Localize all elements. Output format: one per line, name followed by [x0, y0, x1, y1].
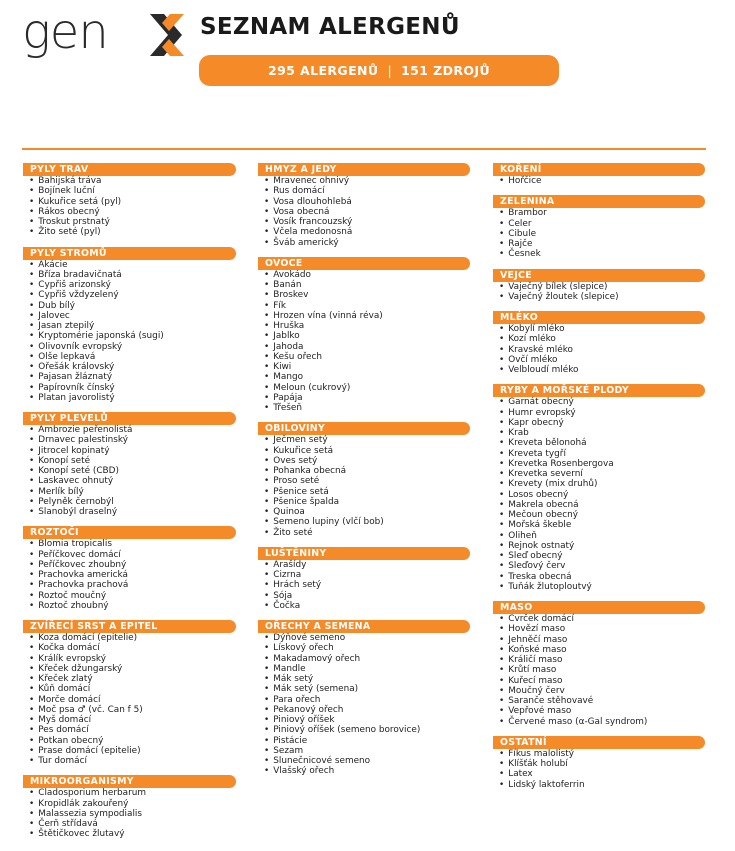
allergen-category	[23, 163, 236, 238]
allergen-item: • Makrela obecná	[499, 500, 705, 510]
allergen-list	[493, 208, 705, 259]
allergen-category	[258, 163, 470, 248]
allergen-item: • Mravenec ohnivý	[264, 176, 470, 186]
allergen-item: • Akácie	[29, 260, 236, 270]
allergen-item: • Kiwi	[264, 362, 470, 372]
logo-wordmark: gen	[22, 4, 108, 60]
column-1	[23, 163, 236, 849]
allergen-item: • Hrozen vína (vinná réva)	[264, 311, 470, 321]
allergen-item: • Sleďový červ	[499, 561, 705, 571]
category-header: PYLY TRAV	[23, 163, 236, 176]
allergen-item: • Žito seté	[264, 528, 470, 538]
allergen-item: • Olše lepkavá	[29, 352, 236, 362]
allergen-category	[258, 257, 470, 414]
allergen-item: • Hrách setý	[264, 580, 470, 590]
category-header: MIKROORGANISMY	[23, 775, 236, 788]
allergen-item: • Oliheň	[499, 531, 705, 541]
allergen-item: • Kapr obecný	[499, 418, 705, 428]
allergen-item: • Dub bílý	[29, 301, 236, 311]
allergen-category	[493, 384, 705, 592]
allergen-category	[493, 195, 705, 259]
allergen-list	[258, 633, 470, 777]
allergen-item: • Proso seté	[264, 476, 470, 486]
allergen-list	[23, 633, 236, 766]
allergen-list	[23, 425, 236, 517]
allergen-item: • Vaječný žloutek (slepice)	[499, 292, 705, 302]
allergen-item: • Ovčí mléko	[499, 355, 705, 365]
allergen-item: • Pekanový ořech	[264, 705, 470, 715]
allergen-item: • Jalovec	[29, 311, 236, 321]
category-header: KOŘENÍ	[493, 163, 705, 176]
allergen-category	[258, 422, 470, 538]
allergen-item: • Cypřiš arizonský	[29, 280, 236, 290]
allergen-item: • Rákos obecný	[29, 207, 236, 217]
allergen-item: • Velbloudí mléko	[499, 365, 705, 375]
category-header: OŘECHY A SEMENA	[258, 620, 470, 633]
allergen-item: • Rejnok ostnatý	[499, 541, 705, 551]
column-2	[258, 163, 470, 786]
category-header: OSTATNÍ	[493, 736, 705, 749]
allergen-item: • Avokádo	[264, 270, 470, 280]
allergen-item: • Brambor	[499, 208, 705, 218]
allergen-item: • Papája	[264, 393, 470, 403]
allergen-item: • Pohanka obecná	[264, 466, 470, 476]
gen-logo	[22, 6, 182, 60]
allergen-item: • Quinoa	[264, 507, 470, 517]
allergen-item: • Kukuřice setá (pyl)	[29, 197, 236, 207]
allergen-item: • Tuňák žlutoploutvý	[499, 582, 705, 592]
allergen-item: • Vaječný bílek (slepice)	[499, 282, 705, 292]
allergen-item: • Treska obecná	[499, 572, 705, 582]
allergen-item: • Platan javorolistý	[29, 393, 236, 403]
allergen-item: • Laskavec ohnutý	[29, 476, 236, 486]
allergen-item: • Celer	[499, 219, 705, 229]
allergen-item: • Humr evropský	[499, 408, 705, 418]
allergen-item: • Myš domácí	[29, 715, 236, 725]
column-3	[493, 163, 705, 799]
allergen-category	[23, 526, 236, 611]
allergen-item: • Včela medonosná	[264, 227, 470, 237]
allergen-item: • Pes domácí	[29, 725, 236, 735]
allergen-item: • Červené maso (α-Gal syndrom)	[499, 717, 705, 727]
allergen-item: • Cibule	[499, 229, 705, 239]
allergen-item: • Drnavec palestinský	[29, 435, 236, 445]
allergen-item: • Kukuřice setá	[264, 446, 470, 456]
allergen-item: • Vepřové maso	[499, 706, 705, 716]
allergen-item: • Kobylí mléko	[499, 324, 705, 334]
allergen-item: • Vlašský ořech	[264, 766, 470, 776]
allergen-item: • Ječmen setý	[264, 435, 470, 445]
page-title: SEZNAM ALERGENŮ	[200, 14, 460, 40]
allergen-category	[493, 736, 705, 790]
allergen-item: • Fíkus malolistý	[499, 749, 705, 759]
allergen-item: • Kreveta tygří	[499, 449, 705, 459]
allergen-item: • Krevetka Rosenbergova	[499, 459, 705, 469]
allergen-item: • Blomia tropicalis	[29, 539, 236, 549]
allergen-item: • Bříza bradavičnatá	[29, 270, 236, 280]
allergen-item: • Koňské maso	[499, 645, 705, 655]
allergen-item: • Kryptomérie japonská (sugi)	[29, 331, 236, 341]
category-header: RYBY A MOŘSKÉ PLODY	[493, 384, 705, 397]
allergen-category	[23, 620, 236, 766]
allergen-item: • Kreveta bělonohá	[499, 438, 705, 448]
allergen-list	[23, 539, 236, 611]
allergen-item: • Mandle	[264, 664, 470, 674]
allergen-item: • Tur domácí	[29, 756, 236, 766]
allergen-item: • Kravské mléko	[499, 345, 705, 355]
allergen-list	[23, 176, 236, 238]
allergen-category	[258, 547, 470, 611]
allergen-item: • Para ořech	[264, 695, 470, 705]
allergen-item: • Krab	[499, 428, 705, 438]
allergen-list	[493, 282, 705, 303]
allergen-item: • Dýňové semeno	[264, 633, 470, 643]
allergen-list	[493, 614, 705, 727]
allergen-item: • Kozí mléko	[499, 334, 705, 344]
allergen-item: • Jablko	[264, 331, 470, 341]
allergen-item: • Kuřecí maso	[499, 676, 705, 686]
allergen-category	[258, 620, 470, 777]
allergen-list	[493, 749, 705, 790]
allergen-item: • Rajče	[499, 239, 705, 249]
stats-separator: |	[387, 63, 393, 78]
allergen-item: • Oves setý	[264, 456, 470, 466]
allergen-item: • Rus domácí	[264, 186, 470, 196]
allergen-item: • Pšenice setá	[264, 487, 470, 497]
allergen-item: • Makadamový ořech	[264, 654, 470, 664]
category-header: ZELENINA	[493, 195, 705, 208]
allergen-item: • Ambrozie peřenolistá	[29, 425, 236, 435]
allergen-item: • Čerň střídavá	[29, 819, 236, 829]
allergen-item: • Moučný červ	[499, 686, 705, 696]
allergen-list	[258, 435, 470, 538]
allergen-item: • Česnek	[499, 249, 705, 259]
allergen-item: • Lidský laktoferrin	[499, 780, 705, 790]
allergen-item: • Piniový oříšek	[264, 715, 470, 725]
allergen-item: • Sezam	[264, 746, 470, 756]
allergen-item: • Jitrocel kopinatý	[29, 446, 236, 456]
allergen-item: • Koza domácí (epitelie)	[29, 633, 236, 643]
allergen-list	[258, 176, 470, 248]
allergen-category	[23, 412, 236, 517]
allergen-list	[493, 324, 705, 375]
allergen-list	[258, 560, 470, 611]
allergen-list	[23, 788, 236, 839]
allergen-item: • Cizrna	[264, 570, 470, 580]
allergen-item: • Peříčkovec domácí	[29, 550, 236, 560]
allergen-item: • Bahijská tráva	[29, 176, 236, 186]
allergen-item: • Krevety (mix druhů)	[499, 479, 705, 489]
allergen-item: • Meloun (cukrový)	[264, 383, 470, 393]
allergen-item: • Peříčkovec zhoubný	[29, 560, 236, 570]
allergen-item: • Jahoda	[264, 342, 470, 352]
source-count: 151 ZDROJŮ	[401, 63, 491, 78]
allergen-item: • Bojínek luční	[29, 186, 236, 196]
allergen-item: • Fík	[264, 301, 470, 311]
allergen-item: • Křeček zlatý	[29, 674, 236, 684]
allergen-item: • Čočka	[264, 601, 470, 611]
logo-x-icon	[142, 10, 192, 60]
allergen-item: • Roztoč zhoubný	[29, 601, 236, 611]
allergen-item: • Hovězí maso	[499, 624, 705, 634]
category-header: ROZTOČI	[23, 526, 236, 539]
allergen-list	[23, 260, 236, 404]
allergen-category	[23, 247, 236, 404]
allergen-list	[258, 270, 470, 414]
allergen-item: • Cladosporium herbarum	[29, 788, 236, 798]
allergen-item: • Broskev	[264, 290, 470, 300]
stats-banner	[199, 55, 559, 86]
allergen-item: • Lískový ořech	[264, 643, 470, 653]
allergen-item: • Vosík francouzský	[264, 217, 470, 227]
allergen-item: • Křeček džungarský	[29, 664, 236, 674]
allergen-item: • Prachovka prachová	[29, 580, 236, 590]
allergen-category	[23, 775, 236, 839]
allergen-item: • Žito seté (pyl)	[29, 227, 236, 237]
allergen-item: • Mořská škeble	[499, 520, 705, 530]
allergen-item: • Jehněčí maso	[499, 635, 705, 645]
allergen-item: • Mák setý (semena)	[264, 684, 470, 694]
allergen-item: • Krůtí maso	[499, 665, 705, 675]
allergen-item: • Konopí seté (CBD)	[29, 466, 236, 476]
allergen-item: • Potkan obecný	[29, 736, 236, 746]
allergen-item: • Banán	[264, 280, 470, 290]
allergen-item: • Sleď obecný	[499, 551, 705, 561]
category-header: OBILOVINY	[258, 422, 470, 435]
allergen-count: 295 ALERGENŮ	[267, 63, 379, 78]
allergen-item: • Pajasan žláznatý	[29, 372, 236, 382]
category-header: LUŠTĚNINY	[258, 547, 470, 560]
allergen-item: • Mango	[264, 372, 470, 382]
allergen-item: • Latex	[499, 769, 705, 779]
allergen-list	[493, 176, 705, 186]
allergen-item: • Arašídy	[264, 560, 470, 570]
category-header: OVOCE	[258, 257, 470, 270]
allergen-item: • Pelyněk černobýl	[29, 497, 236, 507]
allergen-item: • Papírovník čínský	[29, 383, 236, 393]
allergen-item: • Pšenice špalda	[264, 497, 470, 507]
allergen-item: • Kešu ořech	[264, 352, 470, 362]
allergen-item: • Mečoun obecný	[499, 510, 705, 520]
allergen-item: • Králík evropský	[29, 654, 236, 664]
allergen-item: • Hruška	[264, 321, 470, 331]
allergen-item: • Saranče stěhovavé	[499, 696, 705, 706]
allergen-item: • Slanobýl draselný	[29, 507, 236, 517]
allergen-category	[493, 601, 705, 727]
allergen-item: • Cvrček domácí	[499, 614, 705, 624]
allergen-item: • Štětičkovec žlutavý	[29, 829, 236, 839]
allergen-category	[493, 163, 705, 186]
allergen-item: • Jasan ztepilý	[29, 321, 236, 331]
allergen-item: • Klíšťák holubí	[499, 759, 705, 769]
allergen-item: • Prachovka americká	[29, 570, 236, 580]
category-header: MASO	[493, 601, 705, 614]
allergen-item: • Krevetka severní	[499, 469, 705, 479]
allergen-item: • Slunečnicové semeno	[264, 756, 470, 766]
allergen-item: • Sója	[264, 591, 470, 601]
category-header: MLÉKO	[493, 311, 705, 324]
allergen-item: • Kůň domácí	[29, 684, 236, 694]
allergen-item: • Kočka domácí	[29, 643, 236, 653]
allergen-item: • Mák setý	[264, 674, 470, 684]
allergen-item: • Garnát obecný	[499, 397, 705, 407]
allergen-item: • Malassezia sympodialis	[29, 809, 236, 819]
category-header: HMYZ A JEDY	[258, 163, 470, 176]
allergen-item: • Ořešák královský	[29, 362, 236, 372]
allergen-category	[493, 311, 705, 375]
category-header: ZVÍŘECÍ SRST A EPITEL	[23, 620, 236, 633]
allergen-item: • Olivovník evropský	[29, 342, 236, 352]
category-header: PYLY STROMŮ	[23, 247, 236, 260]
allergen-item: • Merlík bílý	[29, 487, 236, 497]
allergen-item: • Konopí seté	[29, 456, 236, 466]
allergen-item: • Kropidlák zakouřený	[29, 799, 236, 809]
allergen-item: • Hořčice	[499, 176, 705, 186]
category-header: PYLY PLEVELŮ	[23, 412, 236, 425]
allergen-item: • Cypřiš vždyzelený	[29, 290, 236, 300]
allergen-item: • Troskut prstnatý	[29, 217, 236, 227]
allergen-item: • Třešeň	[264, 403, 470, 413]
allergen-item: • Prase domácí (epitelie)	[29, 746, 236, 756]
allergen-item: • Semeno lupiny (vlčí bob)	[264, 517, 470, 527]
allergen-item: • Roztoč moučný	[29, 591, 236, 601]
allergen-item: • Pistácie	[264, 736, 470, 746]
allergen-item: • Piniový oříšek (semeno borovice)	[264, 725, 470, 735]
allergen-item: • Vosa dlouhohlebá	[264, 197, 470, 207]
allergen-item: • Vosa obecná	[264, 207, 470, 217]
allergen-item: • Králičí maso	[499, 655, 705, 665]
allergen-item: • Šváb americký	[264, 238, 470, 248]
allergen-category	[493, 269, 705, 303]
allergen-item: • Moč psa ♂ (vč. Can f 5)	[29, 705, 236, 715]
header-divider	[22, 148, 706, 150]
allergen-list	[493, 397, 705, 592]
allergen-item: • Morče domácí	[29, 695, 236, 705]
category-header: VEJCE	[493, 269, 705, 282]
allergen-item: • Losos obecný	[499, 490, 705, 500]
